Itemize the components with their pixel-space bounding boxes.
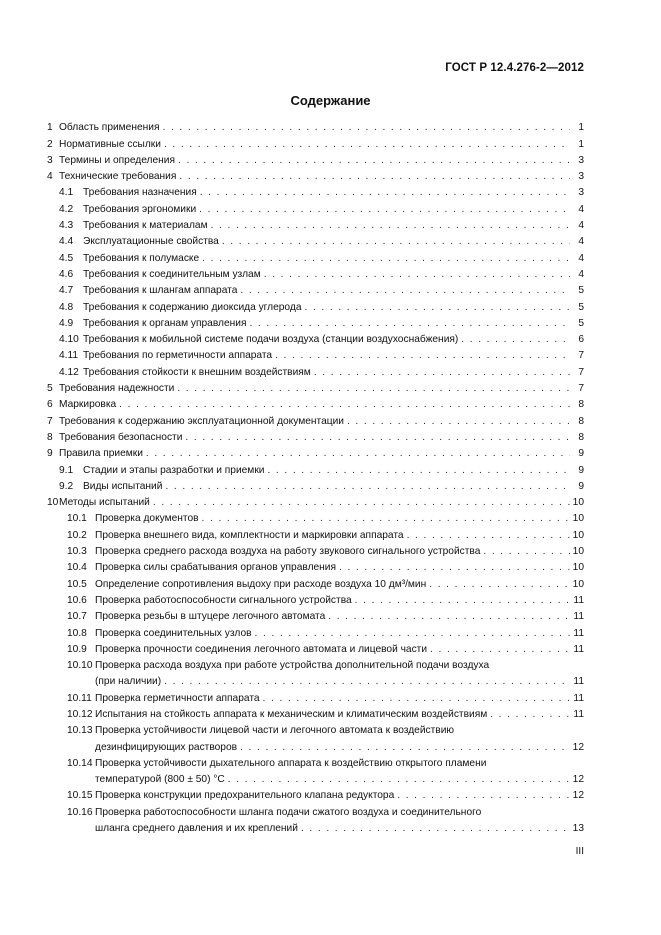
toc-entry-number: 4.8 bbox=[59, 301, 74, 313]
toc-entry[interactable] bbox=[47, 591, 584, 607]
toc-entry-page: 13 bbox=[572, 823, 584, 835]
toc-entry-leader bbox=[427, 644, 570, 656]
toc-entry-page: 12 bbox=[572, 774, 584, 786]
toc-entry[interactable] bbox=[47, 656, 584, 689]
toc-entry-number: 4.1 bbox=[59, 187, 74, 199]
toc-entry-page: 3 bbox=[578, 171, 584, 183]
toc-entry-title: Требования к органам управления bbox=[83, 317, 247, 329]
toc-entry-page: 6 bbox=[578, 334, 584, 346]
toc-entry-number: 10.9 bbox=[67, 643, 87, 655]
toc-entry-number: 2 bbox=[47, 138, 53, 150]
toc-entry-page: 1 bbox=[578, 138, 584, 150]
toc-entry[interactable] bbox=[47, 705, 584, 721]
document-id: ГОСТ Р 12.4.276-2—2012 bbox=[445, 62, 584, 74]
toc-entry[interactable] bbox=[47, 542, 584, 558]
toc-entry[interactable] bbox=[47, 216, 584, 232]
toc-entry-title: Требования надежности bbox=[59, 383, 175, 395]
toc-entry-number: 10.16 bbox=[67, 806, 93, 818]
toc-entry-title: Эксплуатационные свойства bbox=[83, 236, 219, 248]
toc-entry-leader bbox=[161, 139, 570, 151]
toc-entry-leader bbox=[311, 367, 570, 379]
toc-entry-title: Требования назначения bbox=[83, 187, 197, 199]
toc-entry-leader bbox=[116, 399, 570, 411]
toc-entry-leader bbox=[252, 628, 570, 640]
toc-entry-title: Проверка работоспособности шланга подачи сжатого воздуха и соединительного bbox=[95, 806, 482, 818]
toc-entry[interactable] bbox=[47, 167, 584, 183]
toc-entry-leader bbox=[264, 465, 570, 477]
toc-entry-title: Проверка резьбы в штуцере легочного автомата bbox=[95, 611, 326, 623]
toc-entry[interactable] bbox=[47, 134, 584, 150]
toc-entry-title: Требования стойкости к внешним воздействиям bbox=[83, 366, 311, 378]
toc-entry-title: Требования к содержанию диоксида углерода bbox=[83, 301, 302, 313]
toc-entry-number: 4.10 bbox=[59, 334, 79, 346]
toc-entry-page: 9 bbox=[578, 448, 584, 460]
toc-entry-page: 10 bbox=[572, 513, 584, 525]
toc-entry-title: Виды испытаний bbox=[83, 480, 163, 492]
toc-entry-title: Проверка среднего расхода воздуха на работу звукового сигнального устройства bbox=[95, 546, 481, 558]
toc-entry[interactable] bbox=[47, 362, 584, 378]
toc-entry-leader bbox=[162, 481, 570, 493]
toc-entry-title: Требования к полумаске bbox=[83, 252, 200, 264]
toc-entry-title: Требования эргономики bbox=[83, 203, 197, 215]
toc-entry-leader bbox=[161, 676, 570, 688]
toc-entry-leader bbox=[272, 350, 570, 362]
toc-entry-title: Определение сопротивления выдоху при расходе воздуха 10 дм³/мин bbox=[95, 578, 427, 590]
toc-entry-title: Проверка расхода воздуха при работе устройства дополнительной подачи воздуха bbox=[95, 660, 490, 672]
toc-entry-number: 10.13 bbox=[67, 725, 93, 737]
toc-entry-leader bbox=[159, 122, 570, 134]
page-title: Содержание bbox=[290, 93, 371, 108]
toc-entry-number: 10.8 bbox=[67, 627, 87, 639]
toc-entry-leader bbox=[208, 220, 570, 232]
toc-entry-title: Проверка внешнего вида, комплектности и маркировки аппарата bbox=[95, 529, 404, 541]
toc-entry[interactable] bbox=[47, 493, 584, 509]
toc-entry-title-continued: (при наличии) bbox=[95, 676, 162, 688]
toc-entry-title: Термины и определения bbox=[59, 154, 175, 166]
toc-entry[interactable] bbox=[47, 346, 584, 362]
toc-entry-leader bbox=[246, 318, 570, 330]
toc-entry[interactable] bbox=[47, 232, 584, 248]
toc-entry-page: 10 bbox=[572, 562, 584, 574]
toc-entry-number: 10.1 bbox=[67, 513, 87, 525]
toc-entry-page: 11 bbox=[573, 676, 584, 688]
toc-entry[interactable] bbox=[47, 330, 584, 346]
toc-entry-leader bbox=[199, 513, 570, 525]
toc-entry-page: 4 bbox=[578, 268, 584, 280]
toc-entry[interactable] bbox=[47, 281, 584, 297]
toc-entry-number: 8 bbox=[47, 431, 53, 443]
toc-entry-title-continued: дезинфицирующих растворов bbox=[95, 741, 238, 753]
toc-entry-title: Требования к содержанию эксплуатационной документации bbox=[59, 415, 344, 427]
toc-entry-number: 4.2 bbox=[59, 203, 74, 215]
toc-entry-title: Область применения bbox=[59, 122, 160, 134]
toc-entry[interactable] bbox=[47, 314, 584, 330]
toc-entry-title: Проверка герметичности аппарата bbox=[95, 692, 260, 704]
toc-entry-leader bbox=[298, 823, 570, 835]
toc-entry-page: 8 bbox=[578, 399, 584, 411]
toc-entry-title: Проверка соединительных узлов bbox=[95, 627, 252, 639]
toc-entry-leader bbox=[480, 546, 570, 558]
toc-entry-number: 9.1 bbox=[59, 464, 74, 476]
toc-entry-number: 4.11 bbox=[59, 350, 79, 362]
toc-entry-leader bbox=[150, 497, 570, 509]
toc-entry[interactable] bbox=[47, 297, 584, 313]
toc-entry[interactable] bbox=[47, 183, 584, 199]
toc-entry[interactable] bbox=[47, 444, 584, 460]
toc-entry-title: Требования к соединительным узлам bbox=[83, 268, 261, 280]
toc-entry-page: 4 bbox=[578, 203, 584, 215]
toc-entry-number: 6 bbox=[47, 399, 53, 411]
toc-entry-title: Нормативные ссылки bbox=[59, 138, 161, 150]
toc-entry[interactable] bbox=[47, 199, 584, 215]
toc-entry[interactable] bbox=[47, 428, 584, 444]
toc-entry[interactable] bbox=[47, 754, 584, 787]
toc-entry-leader bbox=[426, 579, 570, 591]
table-of-contents bbox=[47, 118, 584, 835]
toc-entry-title: Требования к шлангам аппарата bbox=[83, 285, 238, 297]
toc-entry-page: 5 bbox=[578, 301, 584, 313]
toc-entry-leader bbox=[237, 742, 570, 754]
toc-entry-number: 10.4 bbox=[67, 562, 87, 574]
toc-entry-leader bbox=[302, 302, 571, 314]
toc-entry-leader bbox=[196, 204, 570, 216]
toc-entry-number: 9.2 bbox=[59, 480, 74, 492]
toc-entry[interactable] bbox=[47, 248, 584, 264]
toc-entry-leader bbox=[458, 334, 570, 346]
toc-entry-number: 10.15 bbox=[67, 790, 93, 802]
toc-entry-page: 4 bbox=[578, 220, 584, 232]
toc-entry-leader bbox=[174, 383, 570, 395]
toc-entry-title: Требования к материалам bbox=[83, 220, 208, 232]
page-number: III bbox=[575, 846, 584, 857]
toc-entry-page: 12 bbox=[572, 741, 584, 753]
toc-entry-page: 11 bbox=[573, 643, 584, 655]
toc-entry-number: 10.12 bbox=[67, 708, 93, 720]
toc-entry-title: Проверка устойчивости дыхательного аппарата к воздействию открытого пламени bbox=[95, 757, 487, 769]
toc-entry[interactable] bbox=[47, 118, 584, 134]
toc-entry-number: 5 bbox=[47, 383, 53, 395]
toc-entry[interactable] bbox=[47, 460, 584, 476]
toc-entry-page: 4 bbox=[578, 236, 584, 248]
toc-entry[interactable] bbox=[47, 558, 584, 574]
toc-entry-page: 8 bbox=[578, 415, 584, 427]
toc-entry-number: 4.4 bbox=[59, 236, 74, 248]
toc-entry-number: 10.5 bbox=[67, 578, 87, 590]
toc-entry-page: 11 bbox=[573, 627, 584, 639]
toc-entry-title: Испытания на стойкость аппарата к механическим и климатическим воздействиям bbox=[95, 708, 488, 720]
toc-entry[interactable] bbox=[47, 721, 584, 754]
toc-entry-leader bbox=[182, 432, 570, 444]
toc-entry-title: Требования к мобильной системе подачи воздуха (станции воздухоснабжения) bbox=[83, 334, 459, 346]
toc-entry[interactable] bbox=[47, 607, 584, 623]
toc-entry-title-continued: шланга среднего давления и их креплений bbox=[95, 823, 298, 835]
toc-entry-title: Проверка работоспособности сигнального устройства bbox=[95, 594, 352, 606]
toc-entry-title: Проверка силы срабатывания органов управления bbox=[95, 562, 337, 574]
toc-entry-number: 10.14 bbox=[67, 757, 93, 769]
toc-entry-number: 1 bbox=[47, 122, 53, 134]
toc-entry-title: Проверка прочности соединения легочного автомата и лицевой части bbox=[95, 643, 428, 655]
toc-entry-leader bbox=[143, 448, 570, 460]
toc-entry-page: 10 bbox=[572, 529, 584, 541]
toc-entry-number: 4.12 bbox=[59, 366, 79, 378]
toc-entry-number: 4.6 bbox=[59, 268, 74, 280]
toc-entry-leader bbox=[404, 530, 570, 542]
toc-entry-page: 10 bbox=[572, 497, 584, 509]
toc-entry-leader bbox=[176, 171, 570, 183]
toc-entry-leader bbox=[261, 269, 570, 281]
toc-entry-number: 9 bbox=[47, 448, 53, 460]
toc-entry-leader bbox=[487, 709, 570, 721]
toc-entry-leader bbox=[352, 595, 570, 607]
toc-entry-number: 3 bbox=[47, 154, 53, 166]
toc-entry-number: 4 bbox=[47, 171, 53, 183]
toc-entry-page: 8 bbox=[578, 431, 584, 443]
toc-entry-title: Стадии и этапы разработки и приемки bbox=[83, 464, 265, 476]
toc-entry[interactable] bbox=[47, 151, 584, 167]
toc-entry-page: 10 bbox=[572, 546, 584, 558]
toc-entry-leader bbox=[260, 693, 570, 705]
toc-entry-title-continued: температурой (800 ± 50) °С bbox=[95, 774, 225, 786]
toc-entry[interactable] bbox=[47, 640, 584, 656]
toc-entry-leader bbox=[237, 285, 570, 297]
toc-entry-leader bbox=[394, 790, 570, 802]
toc-entry-page: 9 bbox=[578, 480, 584, 492]
toc-entry-page: 3 bbox=[578, 154, 584, 166]
toc-entry-number: 4.7 bbox=[59, 285, 74, 297]
toc-entry-number: 10.7 bbox=[67, 611, 87, 623]
toc-entry-page: 11 bbox=[573, 708, 584, 720]
toc-entry-number: 10.3 bbox=[67, 546, 87, 558]
toc-entry-page: 7 bbox=[578, 350, 584, 362]
toc-entry-number: 10.6 bbox=[67, 594, 87, 606]
toc-entry[interactable] bbox=[47, 802, 584, 835]
toc-entry-page: 5 bbox=[578, 317, 584, 329]
toc-entry-title: Требования безопасности bbox=[59, 431, 183, 443]
toc-entry-page: 11 bbox=[573, 611, 584, 623]
toc-entry-page: 1 bbox=[578, 122, 584, 134]
toc-entry[interactable] bbox=[47, 786, 584, 802]
toc-entry-leader bbox=[344, 416, 570, 428]
toc-entry-leader bbox=[197, 187, 570, 199]
toc-entry-leader bbox=[325, 611, 570, 623]
toc-entry-page: 11 bbox=[573, 594, 584, 606]
toc-entry-page: 5 bbox=[578, 285, 584, 297]
toc-entry-number: 10.10 bbox=[67, 660, 93, 672]
toc-entry-page: 7 bbox=[578, 383, 584, 395]
toc-entry-title: Правила приемки bbox=[59, 448, 143, 460]
toc-entry-leader bbox=[219, 236, 570, 248]
toc-entry-page: 11 bbox=[573, 692, 584, 704]
toc-entry[interactable] bbox=[47, 395, 584, 411]
toc-entry-page: 7 bbox=[578, 366, 584, 378]
toc-entry-title: Методы испытаний bbox=[59, 497, 150, 509]
toc-entry-leader bbox=[336, 562, 570, 574]
toc-entry[interactable] bbox=[47, 623, 584, 639]
toc-entry-title: Требования по герметичности аппарата bbox=[83, 350, 273, 362]
toc-entry-number: 4.5 bbox=[59, 252, 74, 264]
toc-entry[interactable] bbox=[47, 509, 584, 525]
toc-entry-leader bbox=[199, 253, 570, 265]
toc-entry-page: 9 bbox=[578, 464, 584, 476]
toc-entry[interactable] bbox=[47, 574, 584, 590]
toc-entry-title: Маркировка bbox=[59, 399, 117, 411]
toc-entry-title: Проверка устойчивости лицевой части и легочного автомата к воздействию bbox=[95, 725, 455, 737]
toc-entry[interactable] bbox=[47, 379, 584, 395]
toc-entry-number: 7 bbox=[47, 415, 53, 427]
toc-entry-leader bbox=[225, 774, 570, 786]
toc-entry-page: 3 bbox=[578, 187, 584, 199]
toc-entry[interactable] bbox=[47, 411, 584, 427]
toc-entry[interactable] bbox=[47, 477, 584, 493]
toc-entry[interactable] bbox=[47, 525, 584, 541]
toc-entry-page: 10 bbox=[572, 578, 584, 590]
toc-entry-page: 12 bbox=[572, 790, 584, 802]
toc-entry-number: 10 bbox=[47, 497, 59, 509]
toc-entry[interactable] bbox=[47, 265, 584, 281]
toc-entry-leader bbox=[175, 155, 570, 167]
toc-entry-number: 4.3 bbox=[59, 220, 74, 232]
toc-entry-title: Проверка документов bbox=[95, 513, 199, 525]
toc-entry-title: Технические требования bbox=[59, 171, 177, 183]
toc-entry-page: 4 bbox=[578, 252, 584, 264]
toc-entry-number: 10.2 bbox=[67, 529, 87, 541]
toc-entry-title: Проверка конструкции предохранительного клапана редуктора bbox=[95, 790, 395, 802]
toc-entry[interactable] bbox=[47, 688, 584, 704]
toc-entry-number: 10.11 bbox=[67, 692, 92, 704]
toc-entry-number: 4.9 bbox=[59, 317, 74, 329]
